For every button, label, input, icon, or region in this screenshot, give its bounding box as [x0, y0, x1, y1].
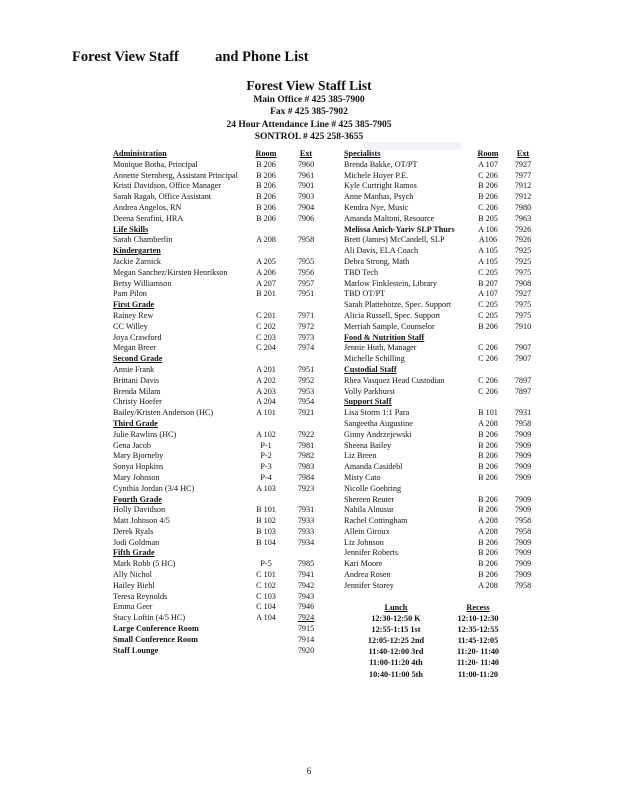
phone-extension: 7897 — [514, 375, 532, 385]
lunch-time: 11:40-12:00 3rd — [368, 647, 424, 657]
room-number: B 101 — [478, 408, 498, 418]
room-number: A 105 — [478, 246, 498, 256]
staff-name: Jennifer Storey — [344, 580, 394, 590]
room-number: C 201 — [256, 310, 276, 320]
staff-name: Alicia Russell, Spec. Support — [344, 310, 441, 320]
staff-name: Megan Sanchez/Kirsten Henrikson — [113, 267, 228, 277]
staff-name: Fifth Grade — [113, 548, 155, 558]
room-number: B 206 — [478, 440, 498, 450]
phone-extension: 7909 — [514, 570, 532, 580]
room-number: B 206 — [478, 429, 498, 439]
staff-name: Staff Lounge — [113, 645, 159, 655]
phone-extension: 7960 — [297, 159, 315, 169]
phone-extension: 7958 — [297, 235, 315, 245]
room-number: A 204 — [256, 397, 276, 407]
phone-extension: 7909 — [514, 429, 532, 439]
room-number: C 206 — [478, 170, 498, 180]
room-number: B 101 — [256, 505, 276, 515]
staff-name: Kristi Davidson, Office Manager — [113, 181, 222, 191]
recess-time: 12:35-12:55 — [457, 625, 499, 635]
phone-extension: 7958 — [514, 580, 532, 590]
phone-extension: 7926 — [514, 224, 532, 234]
phone-extension: 7961 — [297, 170, 315, 180]
room-number: P-4 — [260, 472, 272, 482]
phone-extension: 7927 — [514, 289, 532, 299]
phone-extension: 7951 — [297, 289, 315, 299]
staff-name: Custodial Staff — [344, 364, 397, 374]
phone-extension: 7963 — [514, 213, 532, 223]
phone-extension: 7909 — [514, 559, 532, 569]
staff-name: Mark Robb (5 HC) — [113, 559, 176, 569]
staff-name: Anne Manhas, Psych — [344, 192, 414, 202]
phone-extension: 7981 — [297, 440, 315, 450]
phone-extension: 7982 — [297, 451, 315, 461]
staff-name: TBD OT/PT — [344, 289, 386, 299]
staff-name: Deena Serafini, HRA — [113, 213, 184, 223]
phone-extension: 7943 — [297, 591, 315, 601]
phone-extension: 7909 — [514, 472, 532, 482]
attendance-line: 24 Hour Attendance Line # 425 385-7905 — [226, 119, 392, 130]
recess-time: 11:45-12:05 — [457, 636, 499, 646]
staff-name: Volly Parkhurst — [344, 386, 396, 396]
room-number: A 102 — [256, 429, 276, 439]
staff-name: Large Conference Room — [113, 624, 199, 634]
room-number: Room — [477, 149, 499, 158]
staff-name: Lisa Storm 1:1 Para — [344, 408, 410, 418]
room-number: C 203 — [256, 332, 276, 342]
phone-extension: 7973 — [297, 332, 315, 342]
room-number: B 206 — [256, 213, 276, 223]
lunch-time: 12:55-1:15 1st — [371, 625, 421, 635]
staff-name: Jennifer Roberts — [344, 548, 398, 558]
page-header: Forest View Staff and Phone List — [72, 49, 309, 65]
staff-name: Andrea Rosen — [344, 570, 391, 580]
room-number: A 208 — [478, 418, 498, 428]
phone-extension: 7923 — [297, 483, 315, 493]
staff-name: Nahila Alnusur — [344, 505, 394, 515]
staff-name: Fourth Grade — [113, 494, 162, 504]
staff-name: Third Grade — [113, 418, 158, 428]
phone-extension: 7907 — [514, 343, 532, 353]
staff-name: Holly Davidson — [113, 505, 166, 515]
staff-name: Shereen Reuter — [344, 494, 395, 504]
phone-extension: 7934 — [297, 537, 315, 547]
staff-name: Rhea Vasquez Head Custodian — [344, 375, 445, 385]
phone-extension: 7942 — [297, 580, 315, 590]
staff-name: Teresa Reynolds — [113, 591, 168, 601]
phone-extension: 7901 — [297, 181, 315, 191]
phone-extension: 7922 — [297, 429, 315, 439]
staff-name: Ginny Andrzejewski — [344, 429, 412, 439]
staff-name: Ally Nichol — [113, 570, 152, 580]
room-number: B 206 — [256, 181, 276, 191]
phone-extension: 7908 — [514, 278, 532, 288]
room-number: B 103 — [256, 526, 276, 536]
phone-extension: 7909 — [514, 462, 532, 472]
room-number: A 106 — [478, 224, 498, 234]
room-number: C 205 — [478, 267, 498, 277]
staff-name: Kari Moore — [344, 559, 383, 569]
staff-name: First Grade — [113, 300, 155, 310]
staff-name: Second Grade — [113, 354, 163, 364]
room-number: B 206 — [478, 472, 498, 482]
phone-extension: 7931 — [514, 408, 532, 418]
staff-name: Mary Bjorneby — [113, 451, 164, 461]
staff-name: Sangeetha Augustine — [344, 418, 413, 428]
staff-name: Small Conference Room — [113, 634, 198, 644]
room-number: B 206 — [478, 321, 498, 331]
staff-name: Megan Breer — [113, 343, 156, 353]
room-number: P-1 — [260, 440, 272, 450]
staff-name: Brittani Davis — [113, 375, 160, 385]
phone-extension: 7971 — [297, 310, 315, 320]
phone-extension: 7914 — [297, 634, 315, 644]
room-number: P-5 — [260, 559, 272, 569]
staff-name: Annette Sternberg, Assistant Principal — [113, 170, 238, 180]
phone-extension: 7909 — [514, 505, 532, 515]
room-number: B 206 — [256, 159, 276, 169]
staff-name: Liz Johnson — [344, 537, 384, 547]
room-number: C 206 — [478, 202, 498, 212]
phone-extension: 7931 — [297, 505, 315, 515]
staff-name: Christy Hoefer — [113, 397, 162, 407]
phone-extension: 7953 — [297, 386, 315, 396]
phone-extension: 7925 — [514, 246, 532, 256]
staff-name: Andrea Angelos, RN — [113, 202, 182, 212]
room-number: P-3 — [260, 462, 272, 472]
room-number: C 103 — [256, 591, 276, 601]
staff-name: Misty Cato — [344, 472, 381, 482]
staff-name: Annie Frank — [113, 364, 155, 374]
staff-name: Hailey Biehl — [113, 580, 155, 590]
document-heading — [0, 77, 618, 144]
phone-extension: 7933 — [297, 516, 315, 526]
staff-name: Monique Botha, Principal — [113, 159, 198, 169]
phone-extension: 7958 — [514, 526, 532, 536]
phone-extension: 7906 — [297, 213, 315, 223]
lunch-time: 10:40-11:00 5th — [369, 669, 423, 679]
room-number: B 206 — [478, 462, 498, 472]
room-number: B 206 — [478, 451, 498, 461]
phone-extension: 7975 — [514, 300, 532, 310]
room-number: A 207 — [256, 278, 276, 288]
room-number: A 201 — [256, 364, 276, 374]
staff-name: Marlow Finklestein, Library — [344, 278, 438, 288]
room-number: A 208 — [478, 516, 498, 526]
staff-name: Brenda Milam — [113, 386, 161, 396]
phone-extension: 7977 — [514, 170, 532, 180]
room-number: C 101 — [256, 570, 276, 580]
staff-name: Julie Rawlins (HC) — [113, 429, 177, 439]
room-number: C 204 — [256, 343, 276, 353]
staff-name: Kendra Nye, Music — [344, 202, 409, 212]
room-number: B 205 — [478, 213, 498, 223]
staff-name: Brett (James) McCandell, SLP — [344, 235, 445, 245]
staff-name: Kyle Curtright Ramos — [344, 181, 417, 191]
staff-name: Stacy Loftin (4/5 HC) — [113, 613, 186, 623]
phone-extension: 7904 — [297, 202, 315, 212]
phone-extension: 7920 — [297, 645, 315, 655]
staff-name: Sarah Plattebotze, Spec. Support — [344, 300, 452, 310]
phone-extension: 7985 — [297, 559, 315, 569]
phone-extension: 7955 — [297, 256, 315, 266]
room-number: C 206 — [478, 354, 498, 364]
staff-name: Jennie Huth, Manager — [344, 343, 417, 353]
staff-name: Michele Hoyer P.E. — [344, 170, 409, 180]
phone-extension: 7897 — [514, 386, 532, 396]
phone-extension: 7941 — [297, 570, 315, 580]
recess-time: 12:10-12:30 — [457, 614, 499, 624]
staff-name: Sarah Chamberlin — [113, 235, 173, 245]
staff-name: Betsy Williamson — [113, 278, 172, 288]
fax-line: Fax # 425 385-7902 — [270, 107, 348, 118]
phone-extension: 7926 — [514, 235, 532, 245]
room-number: A 202 — [256, 375, 276, 385]
phone-extension: 7927 — [514, 159, 532, 169]
staff-name: Emma Geer — [113, 602, 153, 612]
staff-name: Ali Davis, ELA Coach — [344, 246, 419, 256]
room-number: B 201 — [256, 289, 276, 299]
room-number: Room — [255, 149, 277, 158]
room-number: B 102 — [256, 516, 276, 526]
phone-extension: 7925 — [514, 256, 532, 266]
staff-name: CC Willey — [113, 321, 148, 331]
phone-extension: 7909 — [514, 548, 532, 558]
phone-extension: 7952 — [297, 375, 315, 385]
staff-name: Kindergarten — [113, 246, 161, 256]
staff-name: Mary Johnson — [113, 472, 160, 482]
staff-name: Pam Pilon — [113, 289, 147, 299]
phone-extension: 7958 — [514, 516, 532, 526]
phone-extension: 7915 — [297, 624, 315, 634]
room-number: A 101 — [256, 408, 276, 418]
staff-name: TBD Tech — [344, 267, 379, 277]
phone-extension: 7980 — [514, 202, 532, 212]
room-number: P-2 — [260, 451, 272, 461]
phone-extension: 7946 — [297, 602, 315, 612]
phone-extension: 7933 — [297, 526, 315, 536]
recess-time: 11:00-11:20 — [457, 669, 499, 679]
phone-extension: 7909 — [514, 537, 532, 547]
room-number: B 207 — [478, 278, 498, 288]
staff-name: Sonya Hopkins — [113, 462, 164, 472]
room-number: A 208 — [256, 235, 276, 245]
room-number: C 102 — [256, 580, 276, 590]
room-number: C 202 — [256, 321, 276, 331]
page-number: 6 — [306, 766, 312, 776]
phone-extension: 7912 — [514, 192, 532, 202]
room-number: A 107 — [478, 289, 498, 299]
staff-name: Jackie Zarnick — [113, 256, 161, 266]
staff-name: Specialists — [344, 149, 381, 158]
room-number: A 103 — [256, 483, 276, 493]
room-number: A 105 — [478, 256, 498, 266]
staff-name: Support Staff — [344, 397, 392, 407]
room-number: A 208 — [478, 526, 498, 536]
lunch-header: Lunch — [384, 603, 408, 612]
phone-extension: 7909 — [514, 494, 532, 504]
room-number: B 206 — [256, 192, 276, 202]
room-number: C 206 — [478, 386, 498, 396]
staff-name: Rachel Cottingham — [344, 516, 408, 526]
phone-extension: 7907 — [514, 354, 532, 364]
room-number: C 206 — [478, 375, 498, 385]
phone-extension: 7975 — [514, 310, 532, 320]
phone-extension: 7909 — [514, 440, 532, 450]
staff-name: Food & Nutrition Staff — [344, 332, 425, 342]
recess-header: Recess — [466, 603, 490, 612]
phone-extension: Ext — [516, 149, 530, 158]
staff-name: Melissa Anich-Yariv SLP Thurs — [344, 224, 455, 234]
room-number: A 205 — [256, 256, 276, 266]
room-number: C 205 — [478, 310, 498, 320]
room-number: B 206 — [478, 570, 498, 580]
staff-name: Nicolle Goehring — [344, 483, 402, 493]
staff-name: Sarah Ragab, Office Assistant — [113, 192, 212, 202]
phone-extension: Ext — [299, 149, 313, 158]
staff-name: Sheena Bailey — [344, 440, 392, 450]
phone-extension: 7954 — [297, 397, 315, 407]
phone-extension: 7951 — [297, 364, 315, 374]
room-number: B 206 — [478, 505, 498, 515]
phone-extension: 7909 — [514, 451, 532, 461]
room-number: B 206 — [478, 537, 498, 547]
phone-extension: 7958 — [514, 418, 532, 428]
recess-time: 11:20- 11:40 — [456, 658, 500, 668]
lunch-time: 12:05-12:25 2nd — [367, 636, 425, 646]
room-number: A 203 — [256, 386, 276, 396]
doc-title: Forest View Staff List — [246, 78, 372, 93]
staff-name: Matt Johnson 4/5 — [113, 516, 170, 526]
phone-extension: 7972 — [297, 321, 315, 331]
phone-extension: 7956 — [297, 267, 315, 277]
room-number: B 206 — [478, 548, 498, 558]
staff-name: Jodi Goldman — [113, 537, 160, 547]
staff-name: Bailey/Kristen Anderson (HC) — [113, 408, 214, 418]
room-number: A106 — [478, 235, 498, 245]
room-number: B 206 — [478, 494, 498, 504]
phone-extension: 7912 — [514, 181, 532, 191]
room-number: C 205 — [478, 300, 498, 310]
staff-name: Derek Ryals — [113, 526, 154, 536]
room-number: B 206 — [478, 559, 498, 569]
staff-name: Cynthia Jordan (3/4 HC) — [113, 483, 195, 493]
staff-name: Life Skills — [113, 224, 149, 234]
staff-name: Allein Giroux — [344, 526, 390, 536]
phone-extension: 7910 — [514, 321, 532, 331]
room-number: A 206 — [256, 267, 276, 277]
staff-name: Merriah Sample, Counselor — [344, 321, 435, 331]
phone-extension: 7984 — [297, 472, 315, 482]
phone-extension: 7957 — [297, 278, 315, 288]
recess-time: 11:20- 11:40 — [456, 647, 500, 657]
staff-name: Liz Breen — [344, 451, 377, 461]
staff-name: Joya Crawford — [113, 332, 162, 342]
phone-extension: 7924 — [297, 613, 315, 623]
room-number: C 206 — [478, 343, 498, 353]
phone-extension: 7975 — [514, 267, 532, 277]
room-number: B 206 — [256, 170, 276, 180]
staff-name: Amanda Casidebl — [344, 462, 403, 472]
staff-name: Michelle Schilling — [344, 354, 405, 364]
main-office-line: Main Office # 425 385-7900 — [253, 95, 365, 105]
staff-name: Rainey Rew — [113, 310, 154, 320]
phone-extension: 7974 — [297, 343, 315, 353]
room-number: A 107 — [478, 159, 498, 169]
lunch-time: 11:00-11:20 4th — [369, 658, 423, 668]
staff-name: Brenda Bakke, OT/PT — [344, 159, 418, 169]
sontrol-line: SONTROL # 425 258-3655 — [254, 132, 364, 143]
room-number: B 206 — [256, 202, 276, 212]
room-number: C 104 — [256, 602, 276, 612]
staff-name: Debra Strong, Math — [344, 256, 410, 266]
staff-name: Administration — [113, 149, 167, 158]
phone-extension: 7921 — [297, 408, 315, 418]
lunch-time: 12:30-12:50 K — [371, 614, 421, 624]
room-number: A 104 — [256, 613, 276, 623]
phone-extension: 7983 — [297, 462, 315, 472]
staff-name: Amanda Maltoni, Resource — [344, 213, 435, 223]
room-number: B 206 — [478, 192, 498, 202]
room-number: B 104 — [256, 537, 276, 547]
staff-name: Gena Jacob — [113, 440, 151, 450]
room-number: B 206 — [478, 181, 498, 191]
phone-extension: 7903 — [297, 192, 315, 202]
room-number: A 208 — [478, 580, 498, 590]
